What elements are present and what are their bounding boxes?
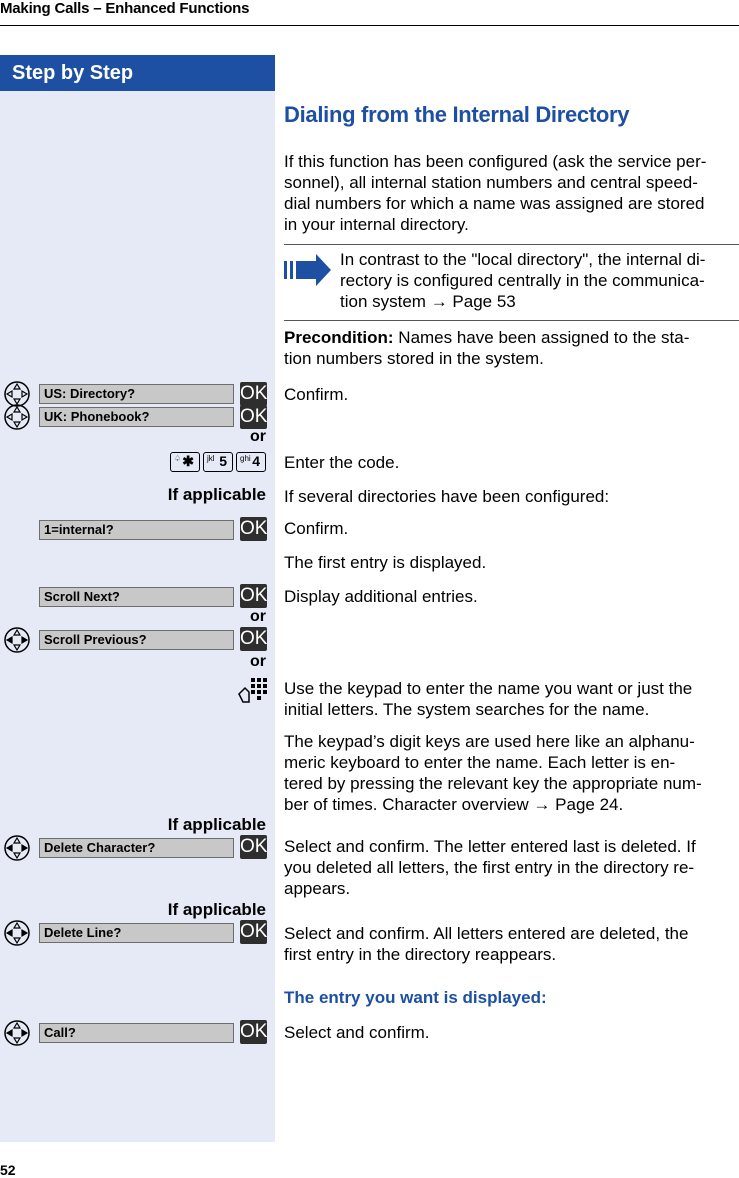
precondition-paragraph [284,327,739,369]
note-line: In contrast to the "local directory", the internal di- [340,250,706,269]
keypad-line: Use the keypad to enter the name you want or just the [284,679,693,698]
keypad-line: ber of times. Character overview → Page 24. [284,795,624,814]
key-main-label: 5 [219,453,227,469]
note-line: rectory is configured centrally in the communica- [340,271,705,290]
note-bottom-rule [284,320,739,321]
delete-char-line: appears. [284,879,351,898]
display-call[interactable]: Call? [39,1023,234,1043]
key-sub-label: jkl [207,454,215,463]
step-text-delete-line [284,923,739,965]
or-label: or [250,428,266,445]
intro-paragraph [284,151,739,235]
header-title: Making Calls – Enhanced Functions [0,0,250,17]
precondition-text: tion numbers stored in the system. [284,349,544,368]
navigation-key-icon [4,627,30,653]
entry-displayed-heading: The entry you want is displayed: [284,988,547,1007]
delete-line-line: first entry in the directory reappears. [284,945,557,964]
step-text-confirm: Confirm. [284,519,349,538]
step-by-step-heading: Step by Step [0,55,275,91]
delete-line-line: Select and confirm. All letters entered are deleted, the [284,924,689,943]
key-main-label: ✱ [182,453,194,469]
display-us-directory[interactable]: US: Directory? [39,384,234,404]
ok-button[interactable]: OK [240,518,268,539]
intro-line: sonnel), all internal station numbers and central speed- [284,173,698,192]
page-number: 52 [0,1162,16,1178]
intro-line: dial numbers for which a name was assigned are stored [284,194,705,213]
step-text-keypad-detail [284,731,739,815]
note-line: tion system → Page 53 [340,292,516,311]
if-applicable-label: If applicable [167,485,266,504]
ok-button[interactable]: OK [240,628,268,649]
step-text-select-confirm: Select and confirm. [284,1023,430,1042]
delete-char-line: Select and confirm. The letter entered last is deleted. If [284,837,696,856]
header-divider [0,25,739,26]
ok-button[interactable]: OK [240,921,268,942]
ok-button[interactable]: OK [240,383,268,404]
intro-line: If this function has been configured (ask the service per- [284,152,707,171]
keypad-line: initial letters. The system searches for the name. [284,700,650,719]
note-top-rule [284,244,739,245]
if-applicable-label: If applicable [167,815,266,834]
key-main-label: 4 [252,453,260,469]
display-scroll-next[interactable]: Scroll Next? [39,587,234,607]
or-label: or [250,653,266,670]
ok-button[interactable]: OK [240,836,268,857]
navigation-key-icon [4,1020,30,1046]
note-text [340,249,739,312]
delete-char-line: you deleted all letters, the first entry in the directory re- [284,858,695,877]
digit-4-key-icon [236,452,266,472]
step-text-confirm: Confirm. [284,385,349,404]
ok-button[interactable]: OK [240,406,268,427]
step-text-first-entry: The first entry is displayed. [284,553,487,572]
navigation-key-icon [4,404,30,430]
key-sub-label: ghi [240,454,251,463]
step-text-enter-code: Enter the code. [284,453,400,472]
navigation-key-icon [4,920,30,946]
step-text-delete-character [284,836,739,899]
display-delete-line[interactable]: Delete Line? [39,923,234,943]
keypad-icon [237,676,267,706]
ok-button[interactable]: OK [240,1021,268,1042]
if-applicable-label: If applicable [167,900,266,919]
navigation-key-icon [4,835,30,861]
display-delete-character[interactable]: Delete Character? [39,838,234,858]
keypad-line: The keypad’s digit keys are used here like an alphanu- [284,732,695,751]
display-internal[interactable]: 1=internal? [39,520,234,540]
intro-line: in your internal directory. [284,215,469,234]
star-key-icon [170,452,200,472]
step-text-several-dirs: If several directories have been configured: [284,487,610,506]
digit-5-key-icon [203,452,233,472]
ok-button[interactable]: OK [240,585,268,606]
key-sub-label: ♤ [174,454,182,463]
display-scroll-previous[interactable]: Scroll Previous? [39,630,234,650]
keypad-line: meric keyboard to enter the name. Each letter is en- [284,753,676,772]
section-title: Dialing from the Internal Directory [284,102,630,127]
display-uk-phonebook[interactable]: UK: Phonebook? [39,407,234,427]
step-text-keypad [284,678,739,720]
step-text-display-additional: Display additional entries. [284,587,478,606]
precondition-text: Names have been assigned to the sta- [393,328,690,347]
precondition-label: Precondition: [284,328,394,347]
note-arrow-icon [284,254,332,286]
keypad-line: tered by pressing the relevant key the appropriate num- [284,774,702,793]
or-label: or [250,608,266,625]
